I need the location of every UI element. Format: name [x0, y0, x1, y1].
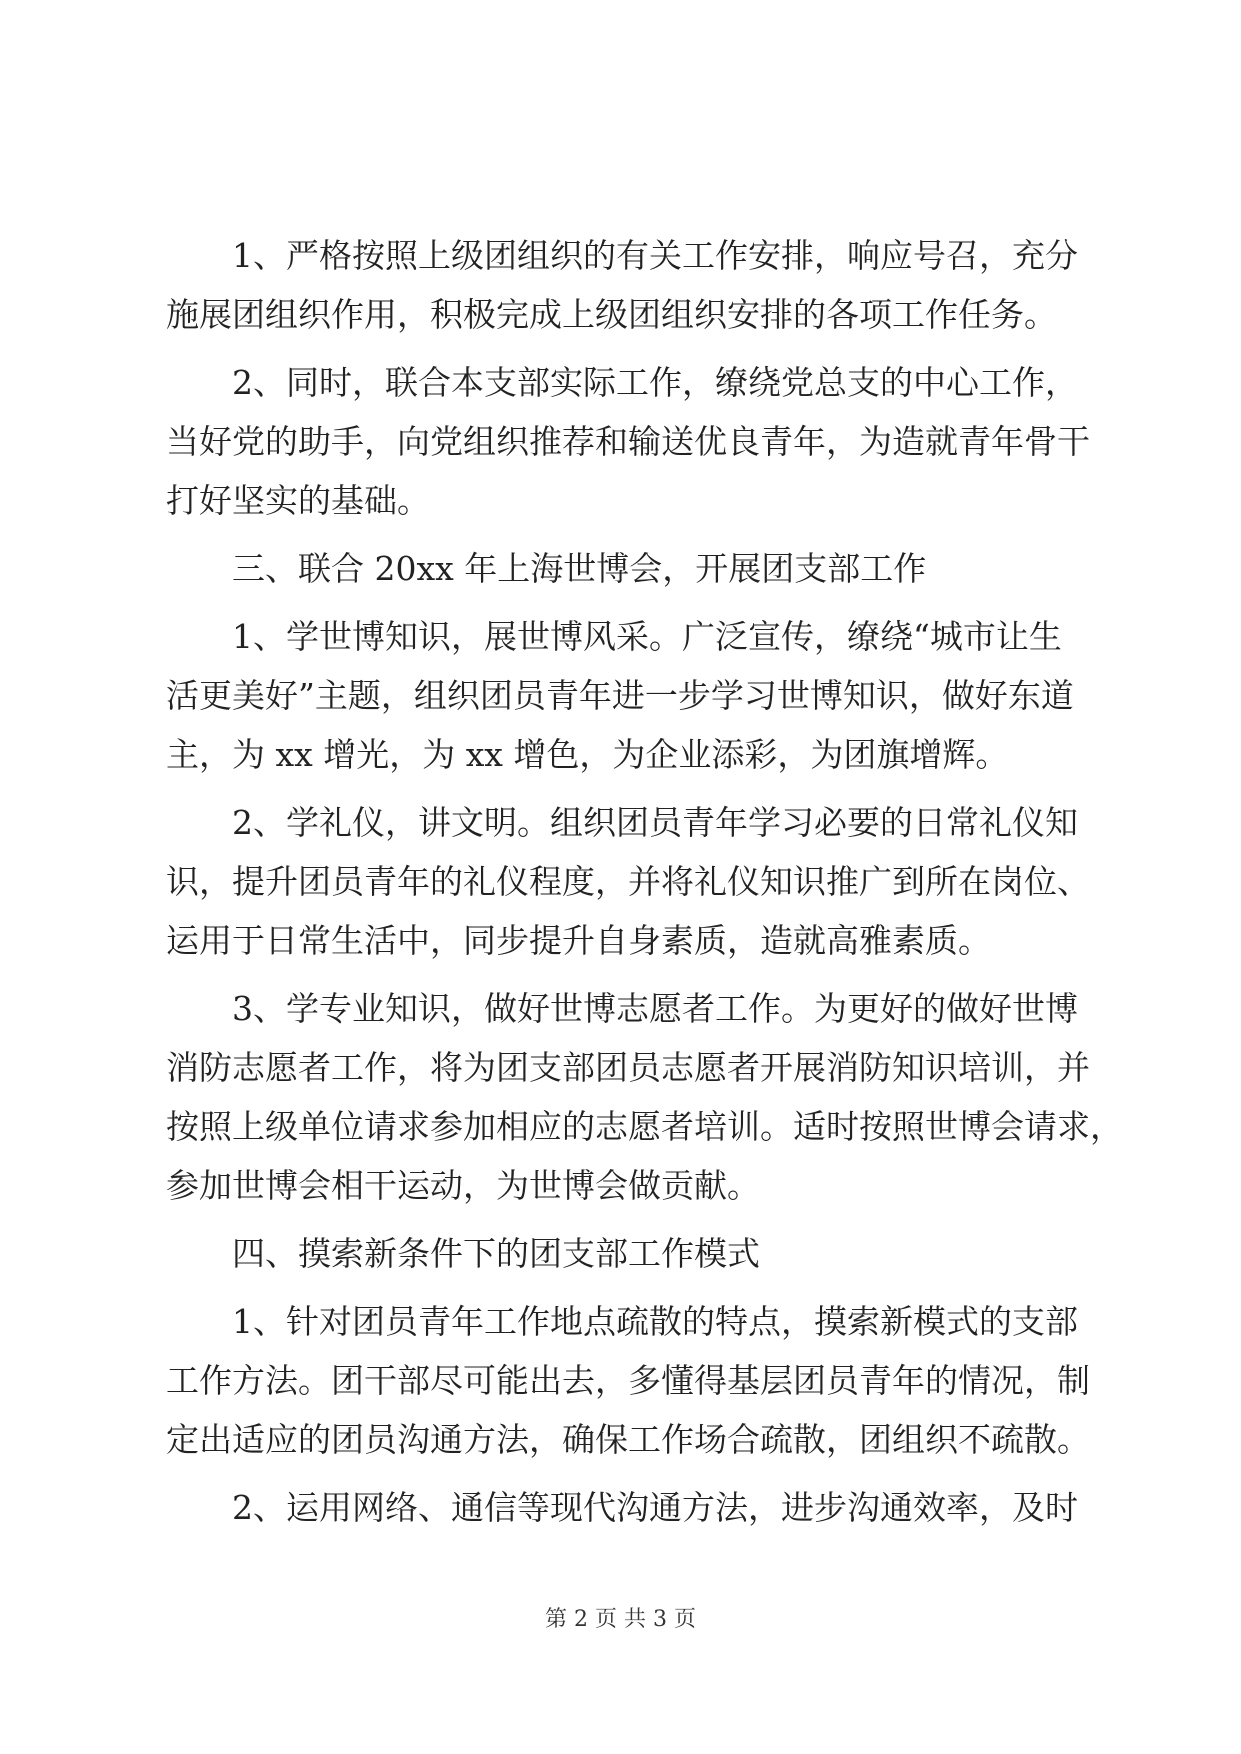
- paragraph-line: 按照上级单位请求参加相应的志愿者培训。适时按照世博会请求，: [166, 1107, 1123, 1146]
- paragraph-line: 识，提升团员青年的礼仪程度，并将礼仪知识推广到所在岗位、: [166, 862, 1090, 901]
- paragraph-line: 2、同时，联合本支部实际工作，缭绕党总支的中心工作，: [232, 363, 1078, 402]
- paragraph-line: 运用于日常生活中，同步提升自身素质，造就高雅素质。: [166, 921, 991, 960]
- section-heading: 四、摸索新条件下的团支部工作模式: [232, 1234, 760, 1273]
- paragraph-line: 主，为 xx 增光，为 xx 增色，为企业添彩，为团旗增辉。: [166, 735, 1009, 774]
- paragraph-line: 1、学世博知识，展世博风采。广泛宣传，缭绕“城市让生: [232, 617, 1062, 656]
- paragraph-line: 2、学礼仪，讲文明。组织团员青年学习必要的日常礼仪知: [232, 803, 1078, 842]
- section-heading: 三、联合 20xx 年上海世博会，开展团支部工作: [232, 549, 927, 588]
- page-number-footer: 第 2 页 共 3 页: [545, 1607, 696, 1632]
- paragraph-line: 施展团组织作用，积极完成上级团组织安排的各项工作任务。: [166, 295, 1057, 334]
- paragraph-line: 定出适应的团员沟通方法，确保工作场合疏散，团组织不疏散。: [166, 1420, 1090, 1459]
- paragraph-line: 1、针对团员青年工作地点疏散的特点，摸索新模式的支部: [232, 1302, 1078, 1341]
- paragraph-line: 参加世博会相干运动，为世博会做贡献。: [166, 1166, 760, 1205]
- paragraph-line: 1、严格按照上级团组织的有关工作安排，响应号召，充分: [232, 236, 1078, 275]
- paragraph-line: 活更美好”主题，组织团员青年进一步学习世博知识，做好东道: [166, 676, 1074, 715]
- paragraph-line: 消防志愿者工作，将为团支部团员志愿者开展消防知识培训，并: [166, 1048, 1090, 1087]
- paragraph-line: 当好党的助手，向党组织推荐和输送优良青年，为造就青年骨干: [166, 422, 1090, 461]
- paragraph-line: 3、学专业知识，做好世博志愿者工作。为更好的做好世博: [232, 989, 1078, 1028]
- paragraph-line: 打好坚实的基础。: [166, 481, 430, 520]
- paragraph-line: 工作方法。团干部尽可能出去，多懂得基层团员青年的情况，制: [166, 1361, 1090, 1400]
- paragraph-line: 2、运用网络、通信等现代沟通方法，进步沟通效率，及时: [232, 1488, 1078, 1527]
